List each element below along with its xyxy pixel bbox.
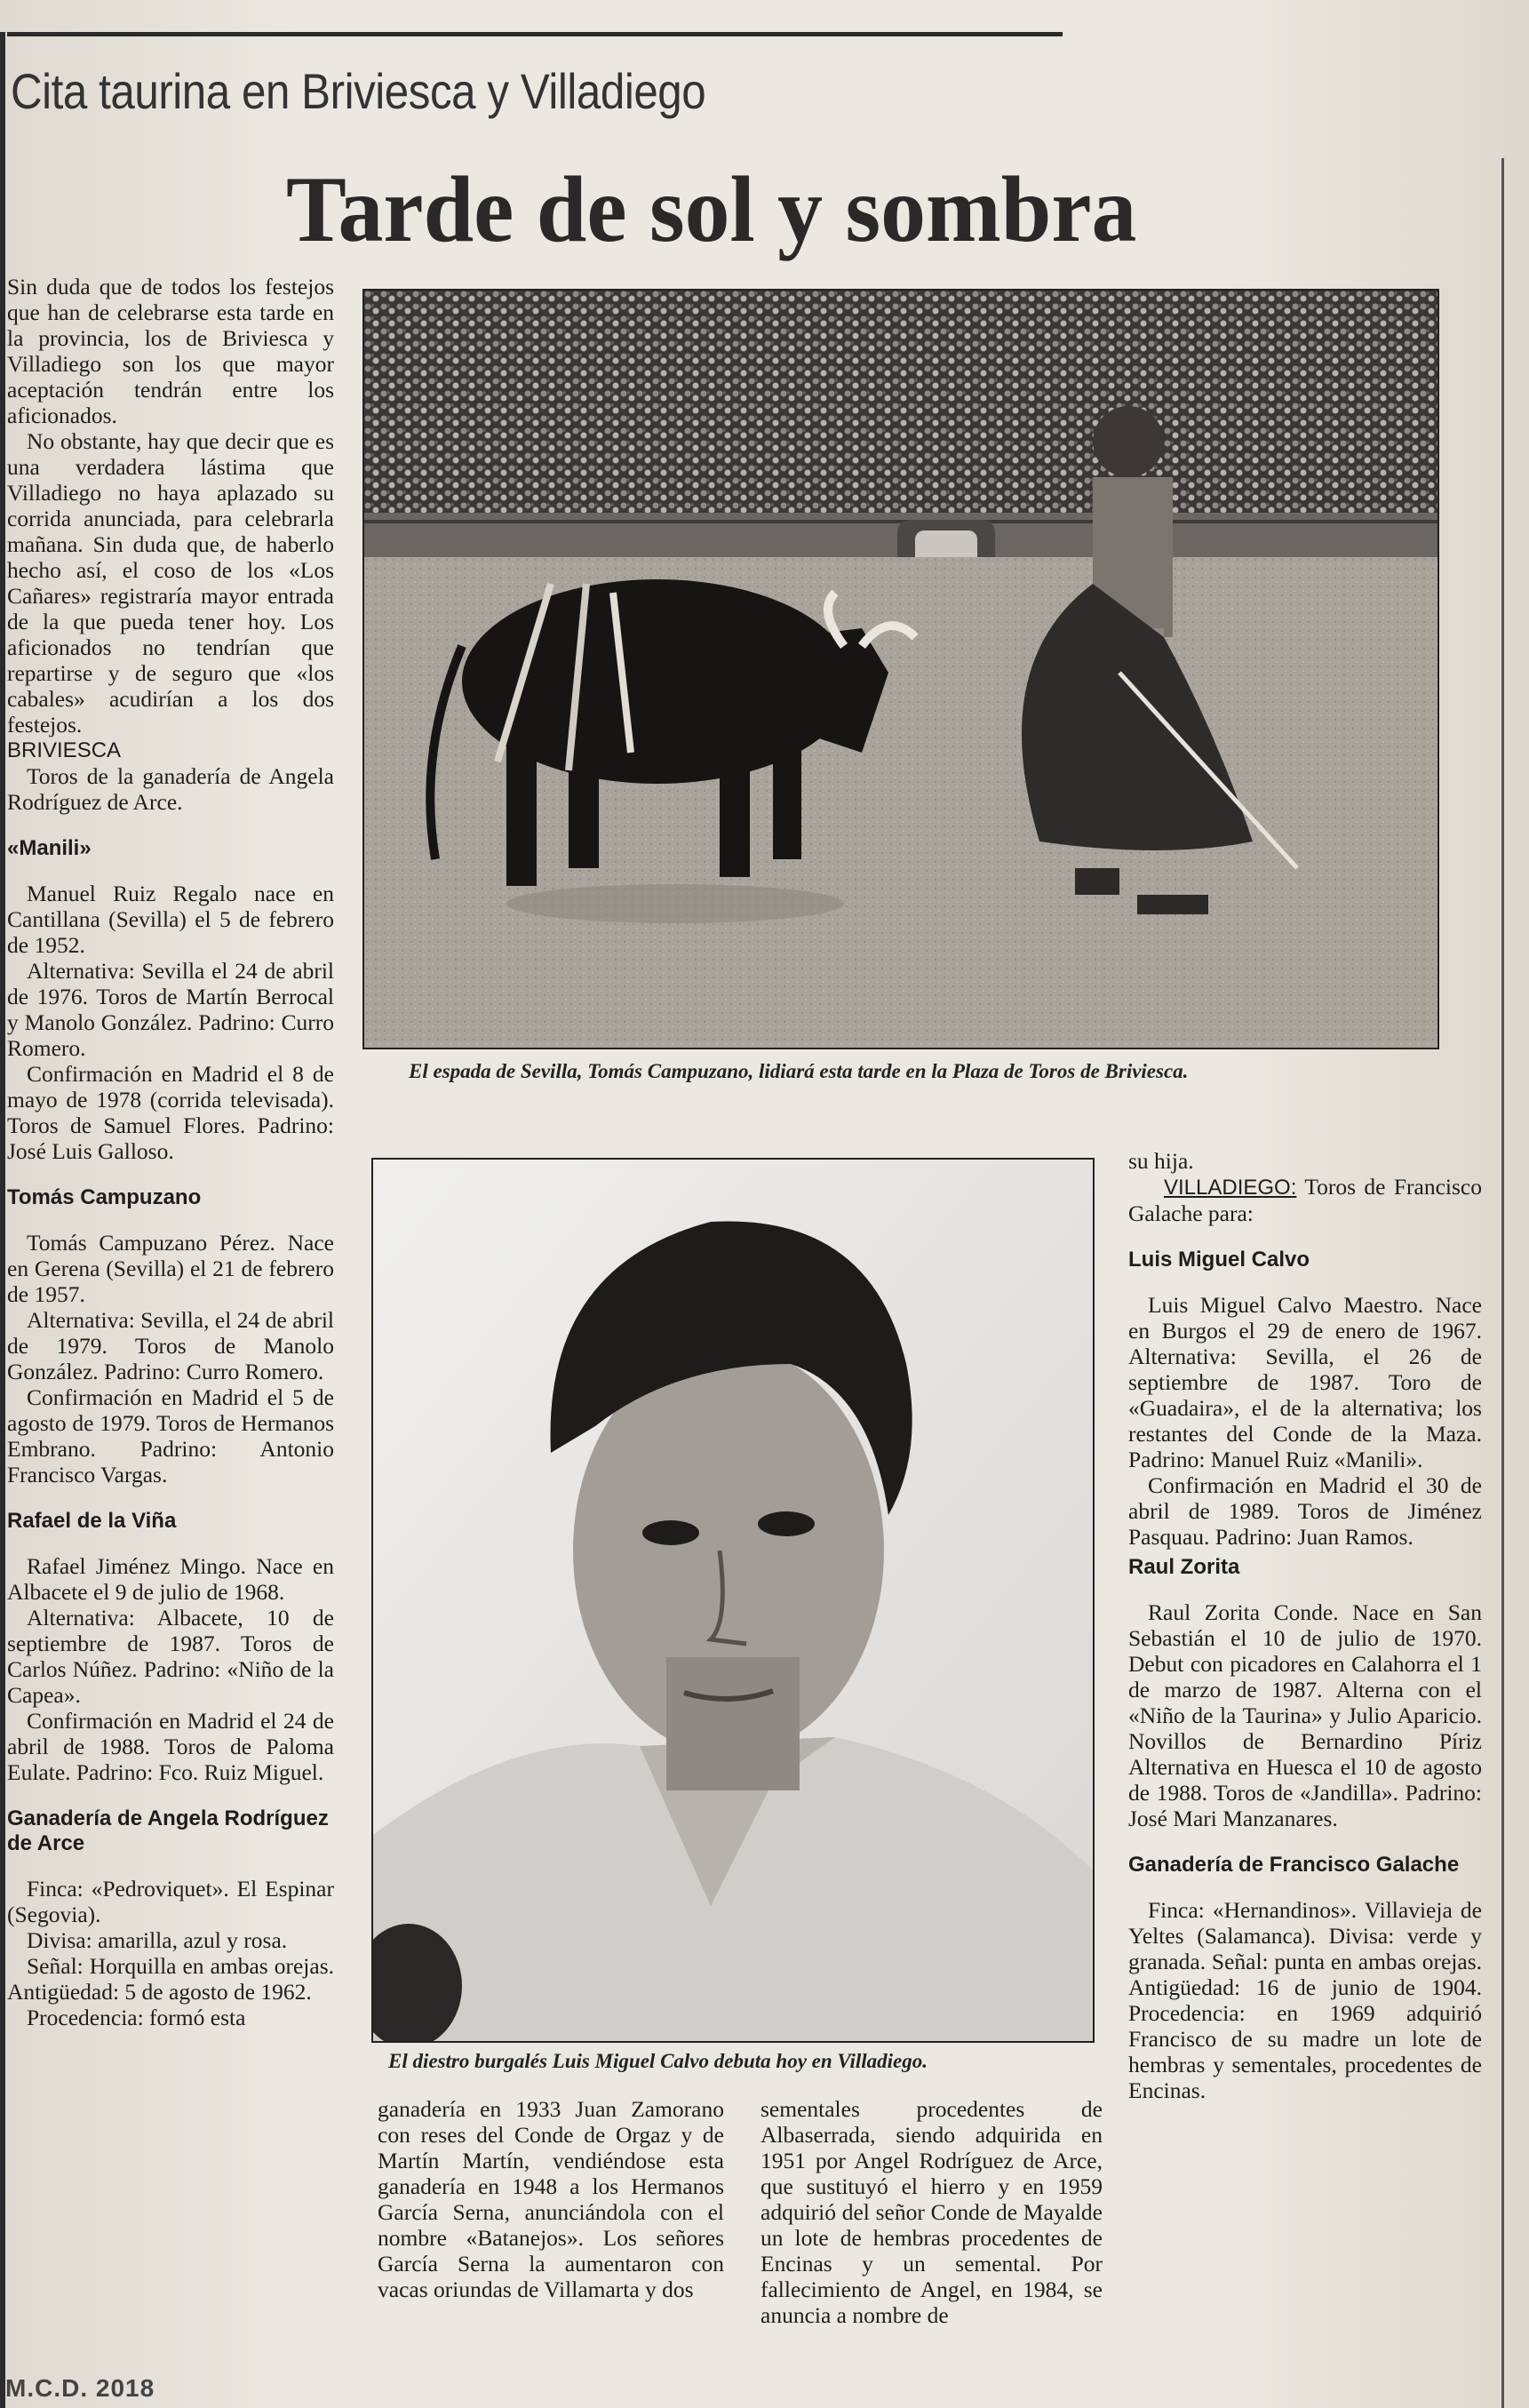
col3-paragraph: sementales procedentes de Albaserrada, siendo adquirida en 1951 por Angel Rodríguez de Arce, que sustituyó el hierro y en 1959 adquirió del señor Conde de Mayalde un lote de hembras procedentes de Encinas y un semental. Por fallecimiento de Angel, en 1984, se anuncia a nombre de [761,2096,1103,2328]
bullfight-caption: El espada de Sevilla, Tomás Campuzano, lidiará esta tarde en la Plaza de Toros de Briviesca. [409,1060,1189,1082]
angela-paragraph-2: Divisa: amarilla, azul y rosa. [27,1927,288,1953]
zorita-paragraph: Raul Zorita Conde. Nace en San Sebastián el 10 de julio de 1970. Debut con picadores en Calahorra el 1 de marzo de 1987. Alterna con el «Niño de la Taurina» y Julio Aparicio. Novillos de Bernardino Píriz Alternativa en Huesca el 10 de agosto de 1988. Toros de «Jandilla». Padrino: José Mari Manzanares. [1128,1599,1482,1831]
portrait-photo [371,1158,1095,2043]
vina-paragraph-2: Alternativa: Albacete, 10 de septiembre de 1987. Toros de Carlos Núñez. Padrino: «Niño de la Capea». [7,1605,334,1708]
article-headline: Tarde de sol y sombra [286,157,1137,261]
calvo-heading: Luis Miguel Calvo [1128,1248,1310,1272]
galache-heading: Ganadería de Francisco Galache [1128,1853,1460,1877]
column-3 [761,2096,1103,2328]
intro-paragraph-1: Sin duda que de todos los festejos que han de celebrarse esta tarde en la provincia, los de Briviesca y Villadiego son los que mayor aceptación tendrán entre los aficionados. [7,274,334,428]
manili-heading: «Manili» [7,836,92,860]
article-kicker: Cita taurina en Briviesca y Villadiego [11,63,706,119]
portrait-illustration [373,1160,1093,2041]
campuzano-paragraph-2: Alternativa: Sevilla, el 24 de abril de 1979. Toros de Manolo González. Padrino: Curro Romero. [7,1307,334,1384]
top-rule [7,32,1063,36]
portrait-caption: El diestro burgalés Luis Miguel Calvo debuta hoy en Villadiego. [388,2050,928,2072]
bullfight-photo [362,289,1439,1049]
column-2 [378,2096,724,2302]
manili-paragraph-2: Alternativa: Sevilla el 24 de abril de 1976. Toros de Martín Berrocal y Manolo González. Padrino: Curro Romero. [7,958,334,1061]
angela-heading: Ganadería de Angela Rodríguez de Arce [7,1806,329,1855]
manili-paragraph-1: Manuel Ruiz Regalo nace en Cantillana (Sevilla) el 5 de febrero de 1952. [7,881,334,958]
angela-paragraph-4: Procedencia: formó esta [27,2005,246,2030]
zorita-heading: Raul Zorita [1128,1555,1240,1579]
calvo-paragraph-2: Confirmación en Madrid el 30 de abril de 1989. Toros de Jiménez Pasquau. Padrino: Juan Ramos. [1128,1472,1482,1550]
villadiego-label: VILLADIEGO: [1164,1176,1297,1200]
bullfight-illustration [364,291,1437,1048]
left-column-rule [0,32,5,2408]
intro-paragraph-2: No obstante, hay que decir que es una verdadera lástima que Villadiego no haya aplazado su corrida anunciada, para celebrarla mañana. Sin duda que, de haberlo hecho así, el coso de los «Los Cañares» registraría mayor entrada de la que pueda tener hoy. Los aficionados no tendrían que repartirse y de seguro que «los cabales» acudirían a los dos festejos. [7,428,334,738]
angela-paragraph-1: Finca: «Pedroviquet». El Espinar (Segovia). [7,1876,334,1927]
column-1 [7,274,334,2030]
col4-lead: su hija. [1128,1148,1194,1174]
manili-paragraph-3: Confirmación en Madrid el 8 de mayo de 1978 (corrida televisada). Toros de Samuel Flores. Padrino: José Luis Galloso. [7,1061,334,1164]
villadiego-line [1128,1174,1482,1226]
vina-heading: Rafael de la Viña [7,1509,177,1533]
villadiego-text: Toros de Francisco Galache para: [1128,1174,1482,1226]
column-4 [1128,1148,1482,2103]
vina-paragraph-3: Confirmación en Madrid el 24 de abril de 1988. Toros de Paloma Eulate. Padrino: Fco. Ruiz Miguel. [7,1708,334,1785]
briviesca-text: Toros de la ganadería de Angela Rodríguez de Arce. [7,763,334,815]
calvo-paragraph-1: Luis Miguel Calvo Maestro. Nace en Burgos el 29 de enero de 1967. Alternativa: Sevilla, el 26 de septiembre de 1987. Toro de «Guadaira», el de la alternativa; los restantes del Conde de la Maza. Padrino: Manuel Ruiz «Manili». [1128,1292,1482,1472]
galache-paragraph: Finca: «Hernandinos». Villavieja de Yeltes (Salamanca). Divisa: verde y granada. Señal: punta en ambas orejas. Antigüedad: 16 de junio de 1904. Procedencia: en 1969 adquirió Francisco de su madre un lote de hembras y sementales, procedentes de Encinas. [1128,1897,1482,2103]
angela-paragraph-3: Señal: Horquilla en ambas orejas. Antigüedad: 5 de agosto de 1962. [7,1953,334,2005]
campuzano-paragraph-1: Tomás Campuzano Pérez. Nace en Gerena (Sevilla) el 21 de febrero de 1957. [7,1230,334,1307]
campuzano-heading: Tomás Campuzano [7,1185,202,1209]
archive-watermark: M.C.D. 2018 [5,2374,155,2402]
campuzano-paragraph-3: Confirmación en Madrid el 5 de agosto de 1979. Toros de Hermanos Embrano. Padrino: Antonio Francisco Vargas. [7,1384,334,1487]
right-column-rule [1501,158,1504,2408]
briviesca-label: BRIVIESCA [7,738,122,762]
vina-paragraph-1: Rafael Jiménez Mingo. Nace en Albacete el 9 de julio de 1968. [7,1553,334,1605]
col2-paragraph: ganadería en 1933 Juan Zamorano con reses del Conde de Orgaz y de Martín Martín, vendiéndose esta ganadería en 1948 a los Hermanos García Serna, anunciándola con el nombre «Batanejos». Los señores García Serna la aumentaron con vacas oriundas de Villamarta y dos [378,2096,724,2302]
